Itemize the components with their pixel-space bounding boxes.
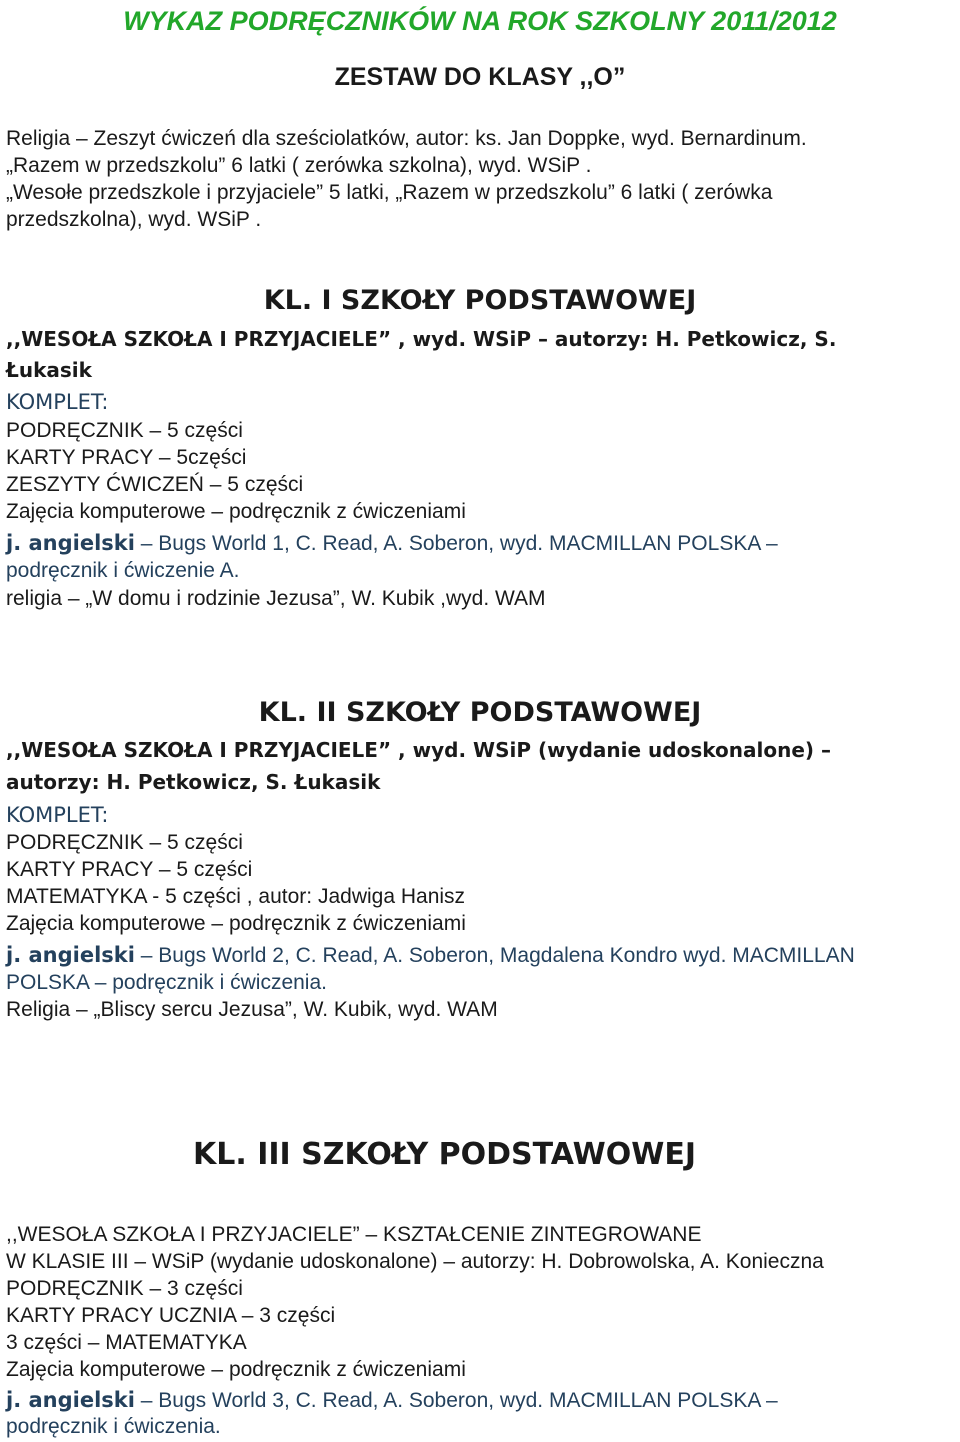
class-1-item: Zajęcia komputerowe – podręcznik z ćwiczeniami [6,500,466,523]
class-2-item: PODRĘCZNIK – 5 części [6,831,243,854]
class-2-series: autorzy: H. Petkowicz, S. Łukasik [6,770,381,794]
class-1-religion: religia – „W domu i rodzinie Jezusa”, W. Kubik ,wyd. WAM [6,587,546,610]
class-3-heading: KL. III SZKOŁY PODSTAWOWEJ [193,1137,696,1172]
class-3-english-cont: podręcznik i ćwiczenia. [6,1415,221,1438]
class-3-line: ,,WESOŁA SZKOŁA I PRZYJACIELE” – KSZTAŁCENIE ZINTEGROWANE [6,1223,702,1246]
english-label: j. angielski [6,943,135,967]
class-1-item: PODRĘCZNIK – 5 części [6,419,243,442]
class-3-line: Zajęcia komputerowe – podręcznik z ćwiczeniami [6,1358,466,1381]
class-1-english [6,530,778,557]
class-2-religion: Religia – „Bliscy sercu Jezusa”, W. Kubik, wyd. WAM [6,998,498,1021]
english-details: – Bugs World 1, C. Read, A. Soberon, wyd. MACMILLAN POLSKA – [134,532,778,555]
class-1-series: ,,WESOŁA SZKOŁA I PRZYJACIELE” , wyd. WSiP – autorzy: H. Petkowicz, S. [6,327,837,351]
class-3-line: 3 części – MATEMATYKA [6,1331,247,1354]
english-details: – Bugs World 3, C. Read, A. Soberon, wyd. MACMILLAN POLSKA – [134,1389,778,1412]
class-2-item: KARTY PRACY – 5 części [6,858,253,881]
class-2-item: MATEMATYKA - 5 części , autor: Jadwiga Hanisz [6,885,466,908]
zerowka-line: „Wesołe przedszkole i przyjaciele” 5 latki, „Razem w przedszkolu” 6 latki ( zerówka [6,181,773,204]
class-1-series: Łukasik [6,358,92,382]
class-2-series: ,,WESOŁA SZKOŁA I PRZYJACIELE” , wyd. WSiP (wydanie udoskonalone) – [6,738,831,762]
class-1-item: ZESZYTY ĆWICZEŃ – 5 części [6,473,304,496]
class-2-heading: KL. II SZKOŁY PODSTAWOWEJ [258,697,702,728]
document-title: WYKAZ PODRĘCZNIKÓW NA ROK SZKOLNY 2011/2012 [123,6,837,36]
class-1-komplet-label: KOMPLET: [6,390,109,414]
class-1-english-cont: podręcznik i ćwiczenie A. [6,559,240,582]
class-1-item: KARTY PRACY – 5części [6,446,247,469]
class-2-english [6,942,855,969]
class-1-heading: KL. I SZKOŁY PODSTAWOWEJ [263,285,697,316]
class-3-line: W KLASIE III – WSiP (wydanie udoskonalone) – autorzy: H. Dobrowolska, A. Konieczna [6,1250,824,1273]
zestaw-heading: ZESTAW DO KLASY ,,O” [334,63,626,91]
english-label: j. angielski [6,1388,135,1412]
class-2-english-cont: POLSKA – podręcznik i ćwiczenia. [6,971,327,994]
class-3-line: KARTY PRACY UCZNIA – 3 części [6,1304,336,1327]
class-2-item: Zajęcia komputerowe – podręcznik z ćwiczeniami [6,912,466,935]
zerowka-line: „Razem w przedszkolu” 6 latki ( zerówka szkolna), wyd. WSiP . [6,154,592,177]
class-2-komplet-label: KOMPLET: [6,803,109,827]
english-label: j. angielski [6,531,135,555]
class-3-english [6,1387,778,1414]
zerowka-line: przedszkolna), wyd. WSiP . [6,208,262,231]
english-details: – Bugs World 2, C. Read, A. Soberon, Magdalena Kondro wyd. MACMILLAN [134,944,855,967]
zerowka-line: Religia – Zeszyt ćwiczeń dla sześciolatków, autor: ks. Jan Doppke, wyd. Bernardinum. [6,127,807,150]
class-3-line: PODRĘCZNIK – 3 części [6,1277,243,1300]
